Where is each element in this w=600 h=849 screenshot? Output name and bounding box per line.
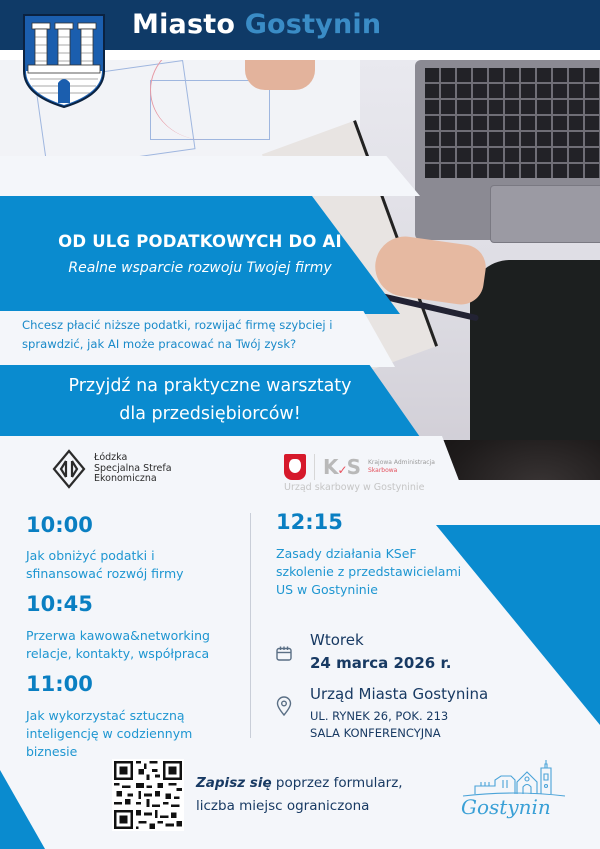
headline: OD ULG PODATKOWYCH DO AI bbox=[58, 232, 342, 251]
schedule-desc bbox=[26, 707, 256, 761]
schedule-desc-line: Jak wykorzystać sztuczną bbox=[26, 708, 185, 723]
schedule-desc-line: inteligencję w codziennym bbox=[26, 726, 193, 741]
lsse-name-line-1: Łódzka bbox=[94, 452, 128, 464]
schedule-time: 11:00 bbox=[26, 672, 93, 696]
schedule-desc bbox=[26, 627, 256, 663]
coat-of-arms-icon bbox=[22, 13, 106, 109]
event-room: SALA KONFERENCYJNA bbox=[310, 726, 441, 740]
signup-bold: Zapisz się bbox=[196, 775, 272, 791]
title-miasto: Miasto bbox=[132, 9, 236, 40]
schedule-desc-line: US w Gostyninie bbox=[276, 582, 378, 597]
lsse-name-line-3: Ekonomiczna bbox=[94, 473, 157, 485]
signup-text bbox=[196, 772, 403, 818]
schedule-time: 10:00 bbox=[26, 513, 93, 537]
gostynin-town-logo-icon bbox=[455, 756, 585, 822]
signup-line-2: liczba miejsc ograniczona bbox=[196, 798, 370, 814]
schedule-time: 10:45 bbox=[26, 592, 93, 616]
trackpad bbox=[490, 185, 600, 243]
signup-line-1 bbox=[196, 772, 403, 795]
schedule-desc-line: Jak obniżyć podatki i bbox=[26, 548, 155, 563]
schedule-time: 12:15 bbox=[276, 510, 343, 534]
lsse-name bbox=[94, 453, 172, 485]
gostynin-logo-text: Gostynin bbox=[461, 795, 551, 819]
schedule-desc-line: sfinansować rozwój firmy bbox=[26, 566, 184, 581]
schedule-desc-line: Zasady działania KSeF bbox=[276, 546, 417, 561]
schedule-desc-line: Przerwa kawowa&networking bbox=[26, 628, 210, 643]
polish-eagle-icon bbox=[284, 454, 306, 480]
lsse-name-line-2: Specjalna Strefa bbox=[94, 462, 172, 474]
kas-name-line-2: Skarbowa bbox=[367, 467, 398, 474]
kas-separator bbox=[314, 454, 315, 480]
cta-line-1: Przyjdź na praktyczne warsztaty bbox=[68, 376, 352, 396]
kas-logo-row bbox=[284, 454, 435, 480]
cta-line-2: dla przedsiębiorców! bbox=[119, 404, 301, 424]
signup-rest: poprzez formularz, bbox=[271, 775, 403, 791]
kas-name-line-1: Krajowa Administracja bbox=[367, 459, 435, 466]
cta-text bbox=[0, 372, 420, 428]
event-date: 24 marca 2026 r. bbox=[310, 654, 452, 672]
event-weekday: Wtorek bbox=[310, 631, 364, 649]
lsse-logo-icon bbox=[52, 449, 86, 489]
subheadline: Realne wsparcie rozwoju Twojej firmy bbox=[68, 260, 332, 276]
white-band bbox=[0, 156, 420, 196]
kas-mark-icon: K✓S bbox=[323, 455, 360, 479]
intro-question: Chcesz płacić niższe podatki, rozwijać firmę szybciej i sprawdzić, jak AI może pracować na Twój zysk? bbox=[22, 318, 333, 351]
page-title bbox=[132, 9, 381, 40]
event-venue: Urząd Miasta Gostynina bbox=[310, 685, 489, 703]
schedule-desc bbox=[26, 547, 256, 583]
lsse-logo bbox=[52, 449, 172, 489]
qr-code[interactable] bbox=[112, 759, 184, 831]
keyboard bbox=[425, 68, 600, 178]
hand-fingers bbox=[245, 60, 315, 90]
map-pin-icon bbox=[276, 696, 292, 716]
title-gostynin: Gostynin bbox=[244, 9, 382, 40]
kas-office: Urząd skarbowy w Gostyninie bbox=[284, 482, 425, 493]
laptop bbox=[415, 60, 600, 240]
event-address: UL. RYNEK 26, POK. 213 bbox=[310, 709, 449, 723]
calendar-icon bbox=[276, 646, 292, 661]
kas-logo bbox=[284, 454, 435, 493]
schedule-desc-line: relacje, kontakty, współpraca bbox=[26, 646, 210, 661]
schedule-desc bbox=[276, 545, 506, 599]
schedule-desc-line: biznesie bbox=[26, 744, 78, 759]
schedule-desc-line: szkolenie z przedstawicielami bbox=[276, 564, 462, 579]
kas-name bbox=[368, 459, 435, 475]
